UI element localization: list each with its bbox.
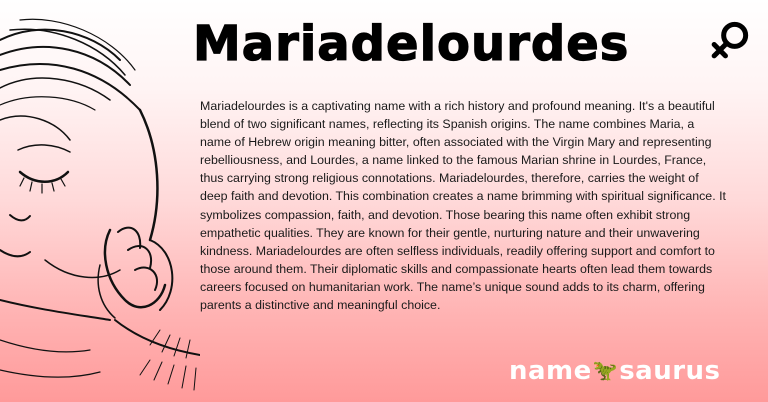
sleeping-baby-illustration	[0, 0, 200, 402]
name-description: Mariadelourdes is a captivating name with a rich history and profound meaning. It's a beautiful blend of two significant names, reflecting its Spanish origins. The name combines Maria, a name of Hebrew origin meaning bitter, often associated with the Virgin Mary and representing rebelliousness, and Lourdes, a name linked to the famous Marian shrine in Lourdes, France, thus carrying strong religious connotations. Mariadelourdes, therefore, carries the weight of deep faith and devotion. This combination creates a name brimming with spiritual significance. It symbolizes compassion, faith, and devotion. Those bearing this name often exhibit strong empathetic qualities. They are known for their gentle, nurturing nature and their unwavering kindness. Mariadelourdes are often selfless individuals, readily offering support and comfort to those around them. Their diplomatic skills and compassionate hearts often lead them towards careers focused on humanitarian work. The name’s unique sound adds to its charm, offering parents a distinctive and meaningful choice.	[200, 99, 726, 313]
female-symbol-icon	[704, 16, 754, 66]
logo-text-saurus: saurus	[619, 356, 721, 386]
name-title: Mariadelourdes	[193, 16, 630, 72]
dinosaur-icon: 🦖	[592, 358, 619, 382]
namesaurus-logo[interactable]	[509, 358, 721, 384]
logo-text-name: name	[509, 356, 592, 386]
